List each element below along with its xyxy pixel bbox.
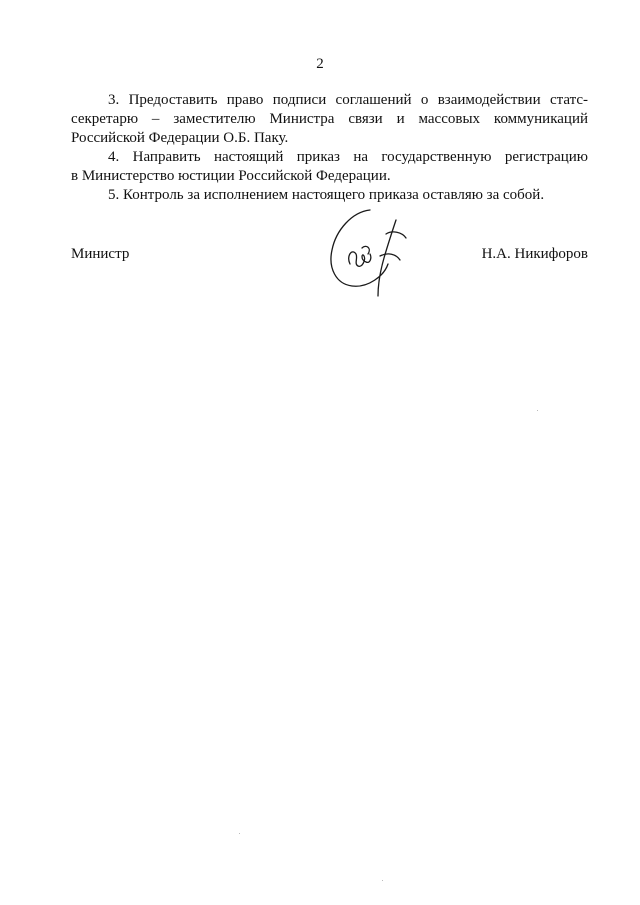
page-number: 2: [316, 56, 324, 72]
paragraph-3-line-3: Российской Федерации О.Б. Паку.: [71, 130, 289, 146]
scan-speck: [239, 833, 240, 834]
paragraph-4-line-2: в Министерство юстиции Российской Федерации.: [71, 168, 391, 184]
handwritten-signature: [322, 204, 414, 300]
paragraph-5-line-1: 5. Контроль за исполнением настоящего приказа оставляю за собой.: [108, 187, 545, 203]
scan-speck: [382, 880, 383, 881]
paragraph-3-line-2: секретарю – заместителю Министра связи и массовых коммуникаций: [71, 111, 588, 127]
scan-speck: [537, 410, 538, 411]
signer-name: Н.А. Никифоров: [481, 246, 588, 262]
paragraph-3-line-1: 3. Предоставить право подписи соглашений о взаимодействии статс-: [108, 92, 588, 108]
signer-position: Министр: [71, 246, 130, 262]
paragraph-4-line-1: 4. Направить настоящий приказ на государственную регистрацию: [108, 149, 588, 165]
